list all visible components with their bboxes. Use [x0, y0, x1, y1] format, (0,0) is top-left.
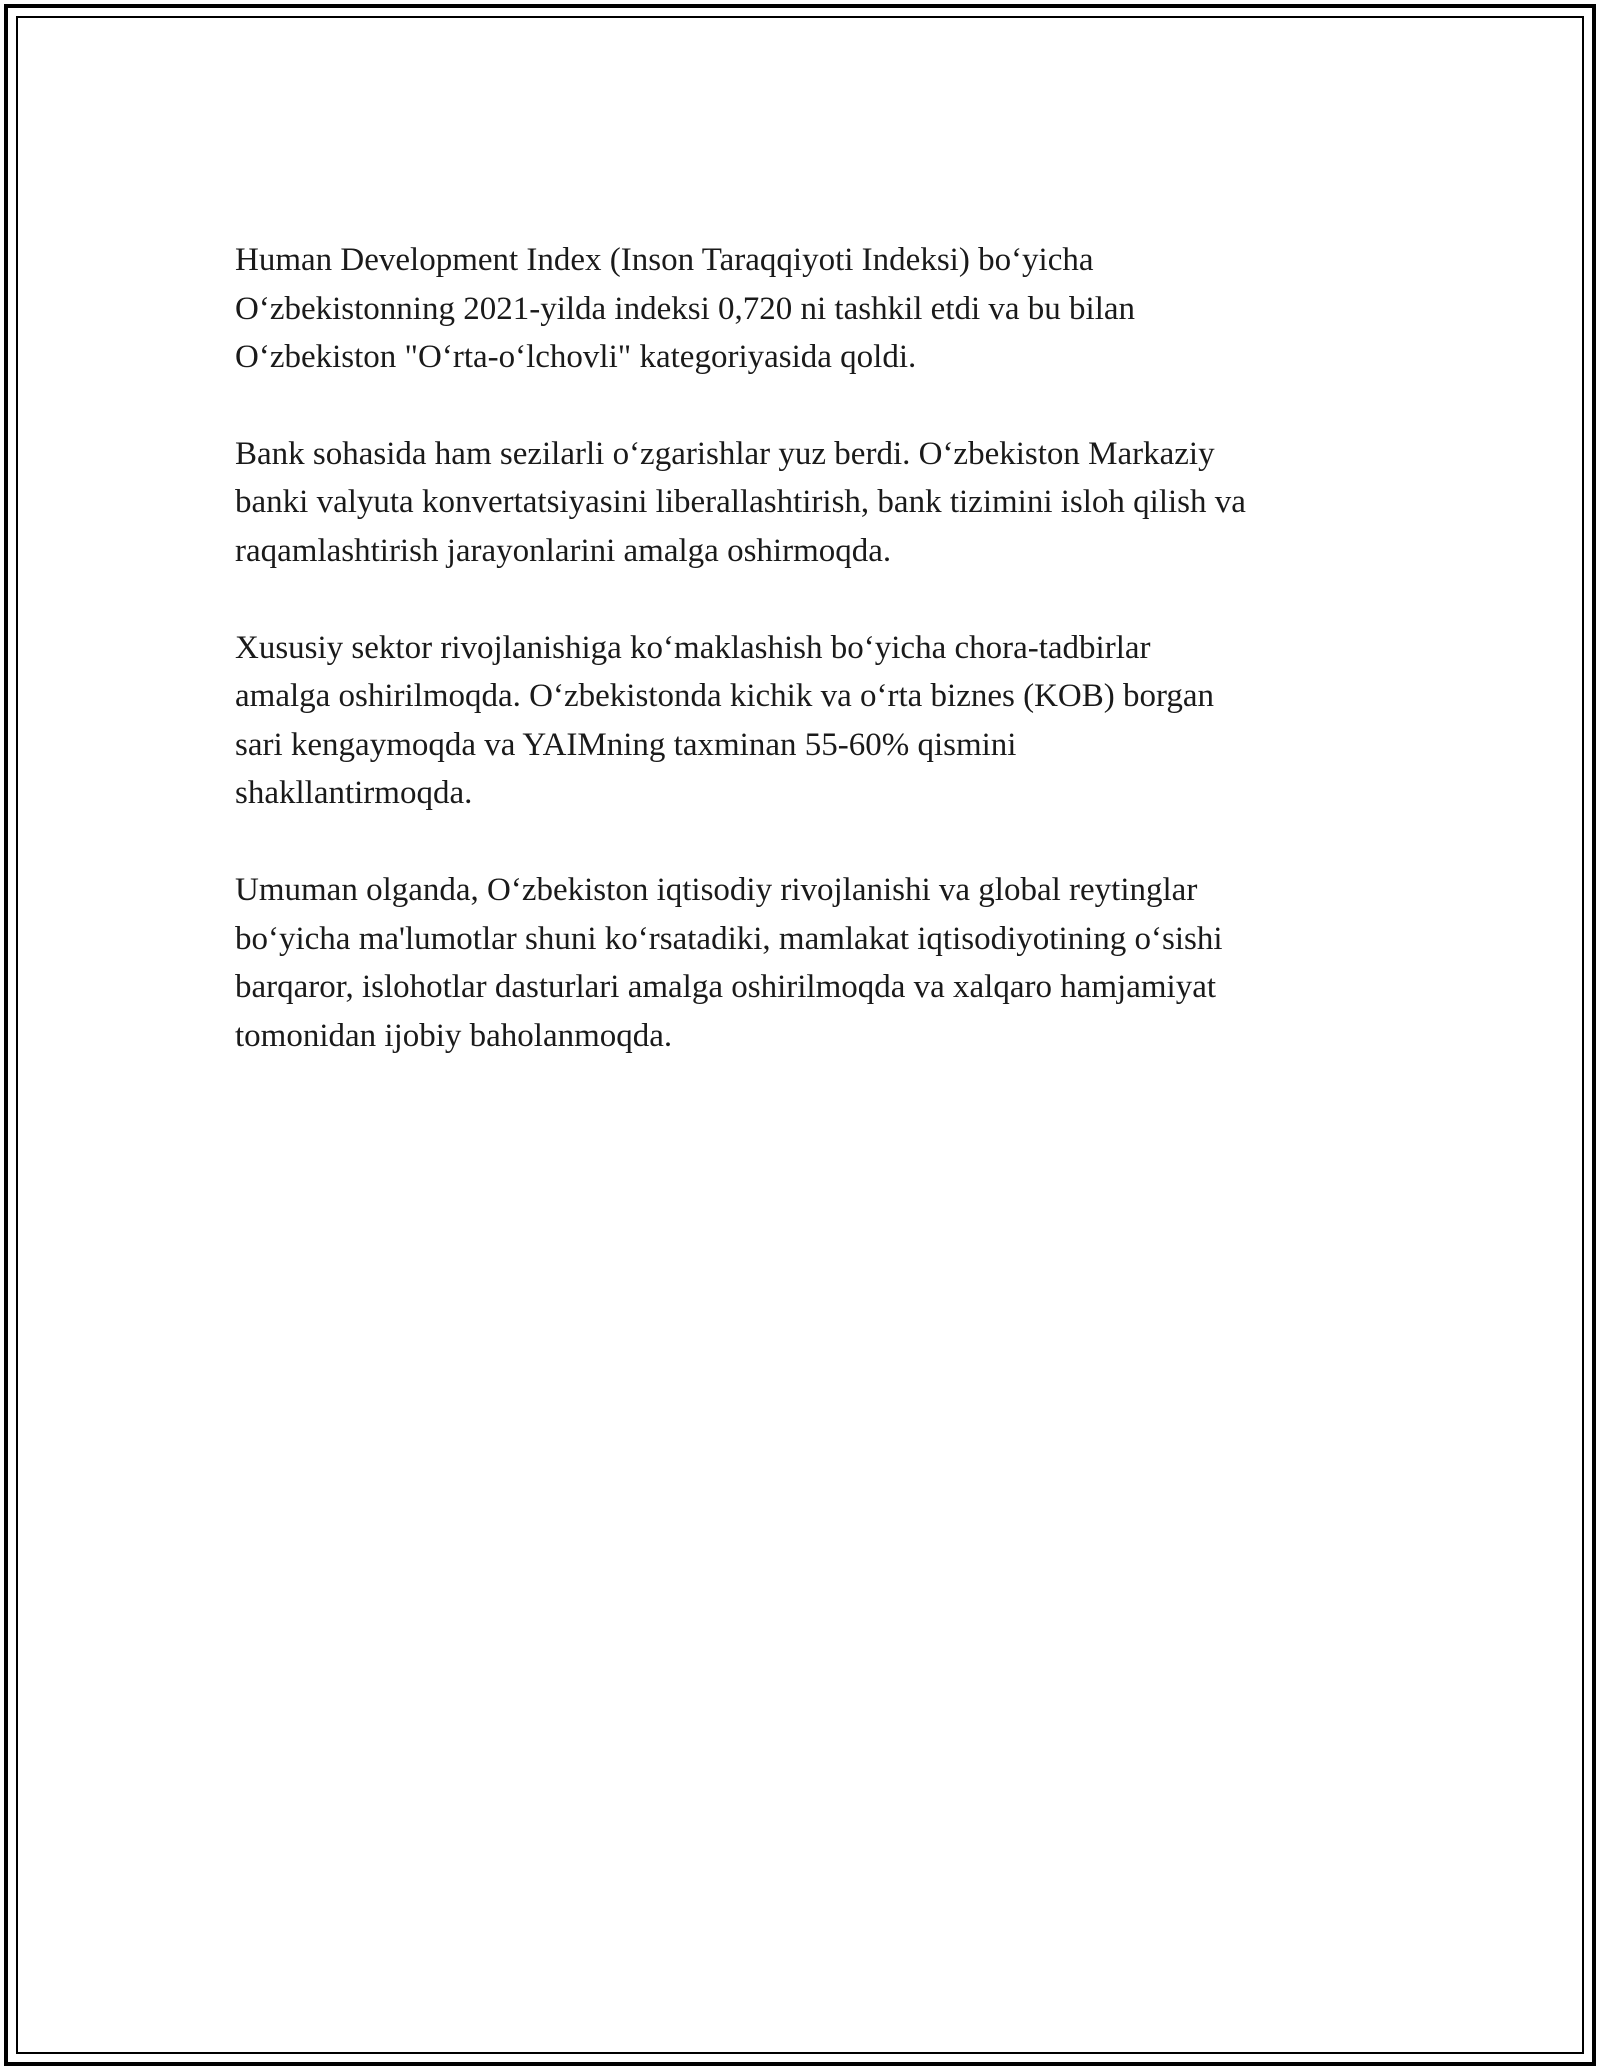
paragraph-banking-sector: Bank sohasida ham sezilarli o‘zgarishlar yuz berdi. O‘zbekiston Markaziy banki valyuta konvertatsiyasini liberallashtirish, bank tizimini isloh qilish va raqamlashtirish jarayonlarini amalga oshirmoqda.	[235, 435, 1246, 569]
paragraph-private-sector: Xususiy sektor rivojlanishiga ko‘maklashish bo‘yicha chora-tadbirlar amalga oshirilmoqda. O‘zbekistonda kichik va o‘rta biznes (KOB) borgan sari kengaymoqda va YAIMning taxminan 55-60% qismini shakllantirmoqda.	[235, 629, 1215, 812]
paragraph-human-development-index: Human Development Index (Inson Taraqqiyoti Indeksi) bo‘yicha O‘zbekistonning 2021-yilda indeksi 0,720 ni tashkil etdi va bu bilan O‘zbekiston "O‘rta-o‘lchovli" kategoriyasida qoldi.	[235, 242, 1136, 376]
paragraph-conclusion: Umuman olganda, O‘zbekiston iqtisodiy rivojlanishi va global reytinglar bo‘yicha ma'lumotlar shuni ko‘rsatadiki, mamlakat iqtisodiyotining o‘sishi barqaror, islohotlar dasturlari amalga oshirilmoqda va xalqaro hamjamiyat tomonidan ijobiy baholanmoqda.	[235, 871, 1223, 1054]
document-body	[235, 236, 1375, 1108]
